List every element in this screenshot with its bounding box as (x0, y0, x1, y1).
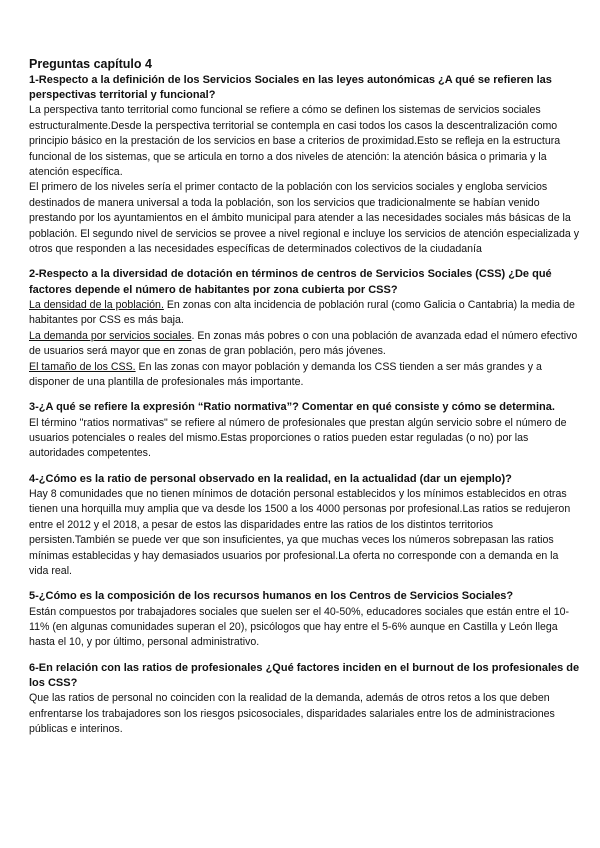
answer-5: Están compuestos por trabajadores sociales que suelen ser el 40-50%, educadores sociales que están entre el 10-11% (en algunas comunidades superan el 20), psicólogos que hay entre el 5-6% aunque en Castilla y León llega hasta el 10, y por último, personal administrativo. (29, 605, 570, 649)
section-1 (29, 73, 580, 257)
answer-6: Que las ratios de personal no coinciden con la realidad de la demanda, además de otros retos a los que deben enfrentarse los trabajadores son los riesgos psicosociales, disparidades salariales entre los de administraciones públicas e interinos. (29, 692, 555, 736)
question-5: 5-¿Cómo es la composición de los recursos humanos en los Centros de Servicios Sociales? (29, 590, 514, 603)
factor-label: El tamaño de los CSS. (29, 360, 136, 373)
factor-text: En las zonas con mayor población y demanda los CSS tienden a ser más grandes y a disponer de una plantilla de profesionales más importante. (29, 360, 542, 388)
document-title: Preguntas capítulo 4 (29, 57, 152, 71)
section-5 (29, 589, 580, 650)
section-6 (29, 661, 580, 738)
answer-1-paragraph-1: La perspectiva tanto territorial como funcional se refiere a cómo se definen los sistemas de servicios sociales estructuralmente.Desde la perspectiva territorial se contempla en casi todos los casos la descentralización como principio básico en la prestación de los servicios en base a criterios de proximidad.Esto se refleja en la estructura funcional de los sistemas, que se articula en torno a dos niveles de atención: la atención básica o primaria y la atención específica. (29, 104, 561, 179)
section-2 (29, 267, 580, 390)
question-3: 3-¿A qué se refiere la expresión “Ratio normativa”? Comentar en qué consiste y cómo se determina. (29, 401, 555, 414)
factor-item (29, 298, 580, 329)
section-3 (29, 400, 580, 461)
question-6: 6-En relación con las ratios de profesionales ¿Qué factores inciden en el burnout de los profesionales de los CSS? (29, 661, 580, 689)
answer-1-paragraph-2: El primero de los niveles sería el primer contacto de la población con los servicios sociales y engloba servicios destinados de manera universal a toda la población, son los servicios que tradicionalmente se habían venido prestando por los ayuntamientos en el ámbito municipal para atender a las necesidades sociales más básicas de la población. El segundo nivel de servicios se provee a nivel regional e incluye los servicios de atención especializada y otros que responden a las necesidades específicas de determinados colectivos de la ciudadanía (29, 181, 580, 256)
factor-label: La demanda por servicios sociales (29, 329, 192, 342)
factor-text: . En zonas más pobres o con una población de avanzada edad el número efectivo de usuarios será mayor que en zonas de gran población, pero más jóvenes. (29, 329, 578, 358)
factor-item (29, 360, 580, 391)
question-1: 1-Respecto a la definición de los Servicios Sociales en las leyes autonómicas ¿A qué se refieren las perspectivas territorial y funcional? (29, 74, 552, 102)
answer-3: El término "ratios normativas" se refiere al número de profesionales que prestan algún servicio sobre el número de usuarios potenciales o reales del mismo.Estas proporciones o ratios pueden estar reguladas (o no) por las autoridades competentes. (29, 416, 567, 460)
question-2: 2-Respecto a la diversidad de dotación en términos de centros de Servicios Sociales (CSS) ¿De qué factores depende el número de habitantes por zona cubierta por CSS? (29, 268, 552, 296)
answer-4: Hay 8 comunidades que no tienen mínimos de dotación personal establecidos y los mínimos establecidos en otras tienen una horquilla muy amplia que va desde los 1500 a los 4000 personas por profesional.Las ratios se redujeron entre el 2012 y el 2018, a pesar de estos las disparidades entre las ratios de los distintos territorios persisten.También se puede ver que son insuficientes, ya que muchas veces los números sobrepasan las ratios mínimas establecidas y hay demasiados usuarios por profesional.La oferta no corresponde con a demanda en la vida real. (29, 487, 571, 577)
factor-text: En zonas con alta incidencia de población rural (como Galicia o Cantabria) la media de habitantes por CSS es más baja. (29, 298, 575, 327)
section-4 (29, 472, 580, 580)
factor-label: La densidad de la población. (29, 298, 164, 311)
factor-item (29, 329, 580, 360)
question-4: 4-¿Cómo es la ratio de personal observado en la realidad, en la actualidad (dar un ejemplo)? (29, 472, 512, 485)
